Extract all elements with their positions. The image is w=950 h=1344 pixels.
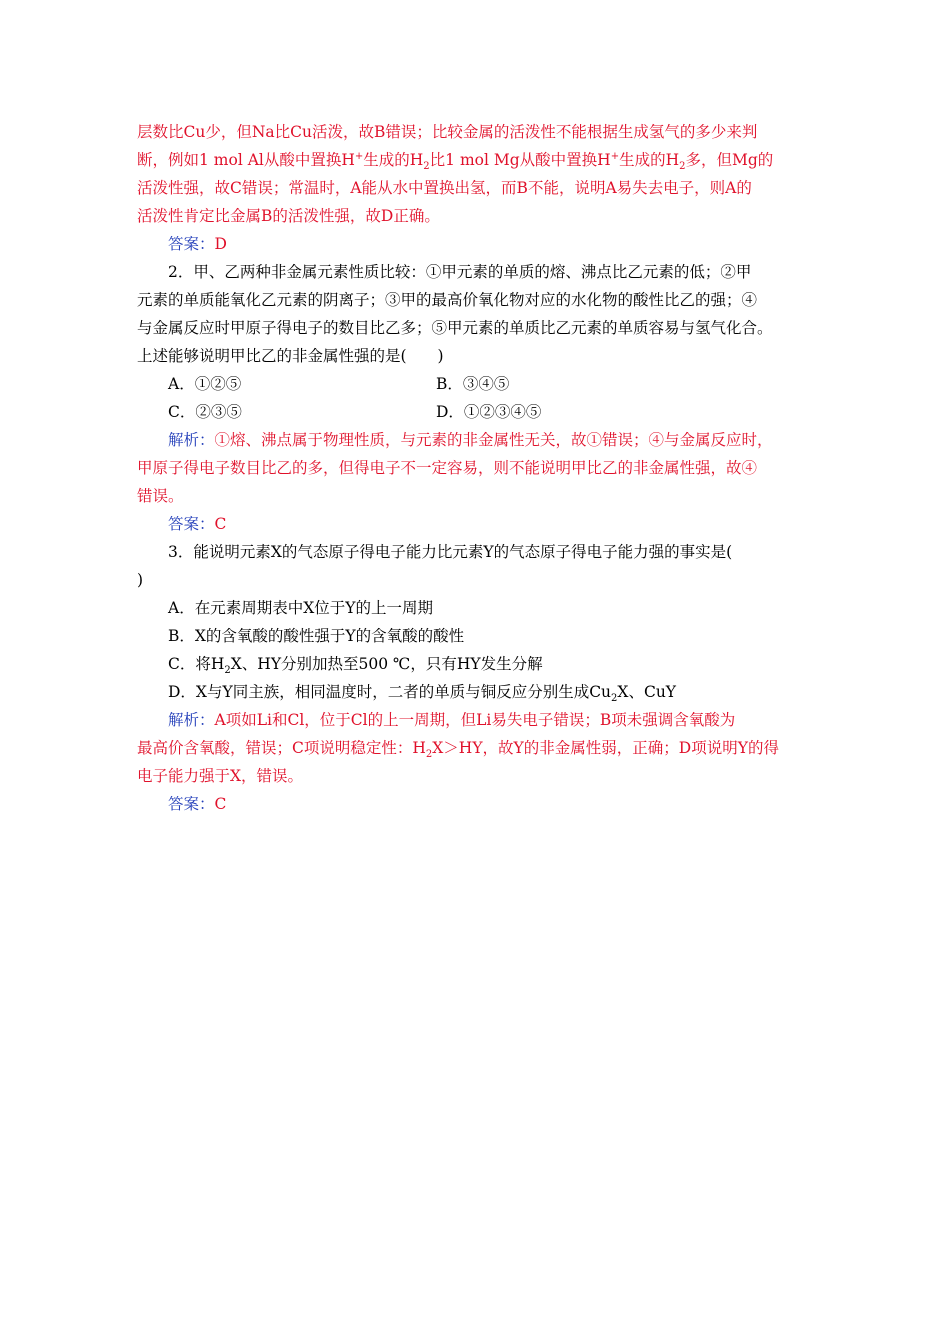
continuation-line-1: 层数比Cu少，但Na比Cu活泼，故B错误；比较金属的活泼性不能根据生成氢气的多少来判 [137,123,758,141]
question-2-options-row-2 [137,398,817,426]
explanation-text: ①熔、沸点属于物理性质，与元素的非金属性无关，故①错误；④与金属反应时， [214,431,773,449]
subscript: 2 [679,161,686,172]
document-page [137,118,817,818]
text-segment: 多，但Mg的 [685,151,774,169]
option-b: B．③④⑤ [436,375,510,393]
question-3-option-b: B．X的含氧酸的酸性强于Y的含氧酸的酸性 [168,627,465,645]
superscript: + [354,151,364,162]
answer-value: D [214,235,227,253]
continuation-line-3: 活泼性强，故C错误；常温时，A能从水中置换出氢，而B不能，说明A易失去电子，则A的 [137,179,752,197]
subscript: 2 [423,161,430,172]
answer-label: 答案： [168,235,215,253]
question-3-option-d [137,678,817,706]
explanation-2-line-2: 甲原子得电子数目比乙的多，但得电子不一定容易，则不能说明甲比乙的非金属性强，故④ [137,459,758,477]
text-segment: 生成的H [363,151,424,169]
text-segment: X、HY分别加热至500 ℃，只有HY发生分解 [230,655,543,673]
text-segment: D．X与Y同主族，相同温度时，二者的单质与铜反应分别生成Cu [168,683,612,701]
explanation-text: A项如Li和Cl，位于Cl的上一周期，但Li易失电子错误；B项未强调含氧酸为 [214,711,736,729]
text-segment: 比1 mol Mg从酸中置换H [429,151,611,169]
option-c: C．②③⑤ [168,403,242,421]
question-3-line-1: 3．能说明元素X的气态原子得电子能力比元素Y的气态原子得电子能力强的事实是( [168,543,733,561]
continuation-line-4: 活泼性肯定比金属B的活泼性强，故D正确。 [137,207,440,225]
text-segment: X、CuY [617,683,677,701]
answer-2 [137,510,817,538]
question-3-option-a: A．在元素周期表中X位于Y的上一周期 [168,599,433,617]
question-2-options-row-1 [137,370,817,398]
question-2-line-4: 上述能够说明甲比乙的非金属性强的是( ) [137,347,444,365]
option-a: A．①②⑤ [168,375,242,393]
question-2-line-3: 与金属反应时甲原子得电子的数目比乙多；⑤甲元素的单质比乙元素的单质容易与氢气化合。 [137,319,773,337]
explanation-3-line-1 [137,706,817,734]
option-d: D．①②③④⑤ [436,403,542,421]
superscript: + [610,151,620,162]
question-2-line-1: 2．甲、乙两种非金属元素性质比较：①甲元素的单质的熔、沸点比乙元素的低；②甲 [168,263,752,281]
answer-3 [137,790,817,818]
text-segment: 生成的H [619,151,680,169]
explanation-3-line-2 [137,734,817,762]
continuation-line-2 [137,146,817,174]
subscript: 2 [611,693,618,704]
text-segment: 最高价含氧酸，错误；C项说明稳定性：H [137,739,426,757]
explanation-3-line-3: 电子能力强于X，错误。 [137,767,304,785]
answer-label: 答案： [168,515,215,533]
question-2-line-2: 元素的单质能氧化乙元素的阴离子；③甲的最高价氧化物对应的水化物的酸性比乙的强；④ [137,291,758,309]
subscript: 2 [425,749,433,760]
text-segment: X＞HY，故Y的非金属性弱，正确；D项说明Y的得 [432,739,779,757]
explanation-label: 解析： [168,711,215,729]
subscript: 2 [224,665,231,676]
answer-value: C [214,795,227,813]
text-segment: 断，例如1 mol Al从酸中置换H [137,151,355,169]
explanation-2-line-1 [137,426,817,454]
explanation-label: 解析： [168,431,215,449]
answer-value: C [214,515,227,533]
answer-label: 答案： [168,795,215,813]
question-3-option-c [137,650,817,678]
question-3-line-2: ) [137,571,144,589]
text-segment: C．将H [168,655,225,673]
answer-1 [137,230,817,258]
explanation-2-line-3: 错误。 [137,487,184,505]
